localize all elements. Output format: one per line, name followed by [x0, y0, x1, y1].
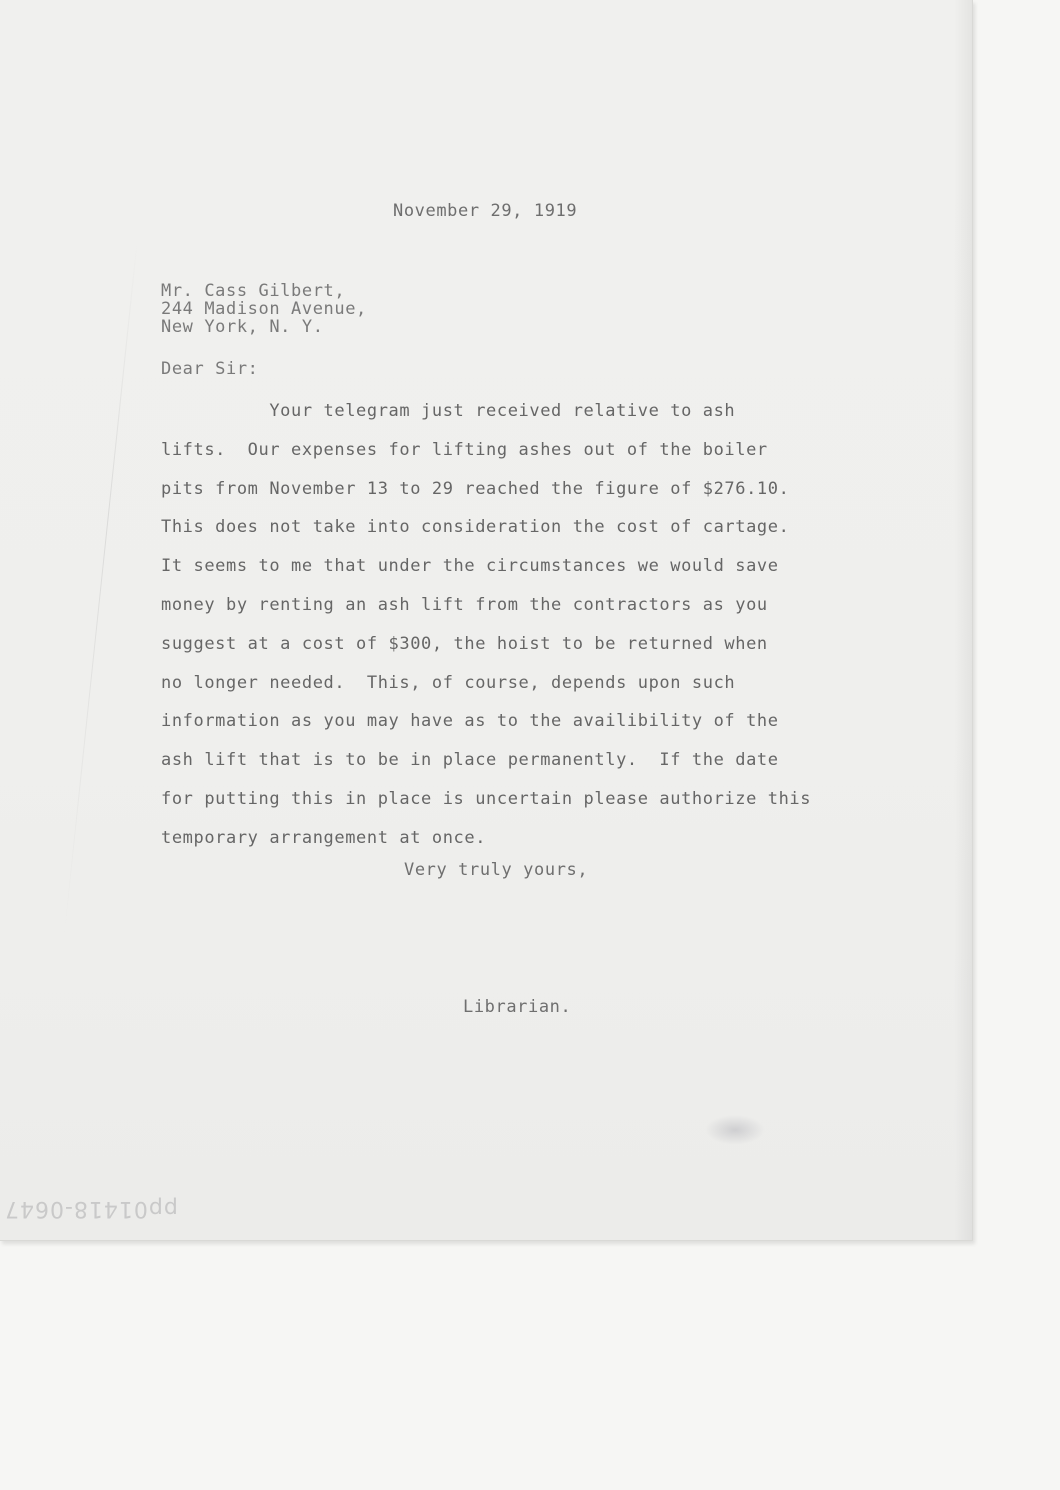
salutation: Dear Sir:: [161, 359, 259, 379]
ink-smudge: [705, 1115, 765, 1145]
letter-body: Your telegram just received relative to ash lifts. Our expenses for lifting ashes out of the boiler pits from November 13 to 29 reached the figure of $276.10. This does not take into consideration the cost of cartage. It seems to me that under the circumstances we would save money by renting an ash lift from the contractors as you suggest at a cost of $300, the hoist to be returned when no longer needed. This, of course, depends upon such information as you may have as to the availibility of the ash lift that is to be in place permanently. If the date for putting this in place is uncertain please authorize this temporary arrangement at once.: [161, 401, 812, 848]
recipient-address: Mr. Cass Gilbert, 244 Madison Avenue, New York, N. Y.: [161, 281, 367, 337]
letter-date: November 29, 1919: [393, 201, 578, 221]
closing: Very truly yours,: [404, 860, 589, 880]
signature-title: Librarian.: [463, 997, 572, 1017]
archive-stamp: pp01418-0647: [4, 1196, 178, 1221]
margin-crease: [63, 242, 137, 938]
